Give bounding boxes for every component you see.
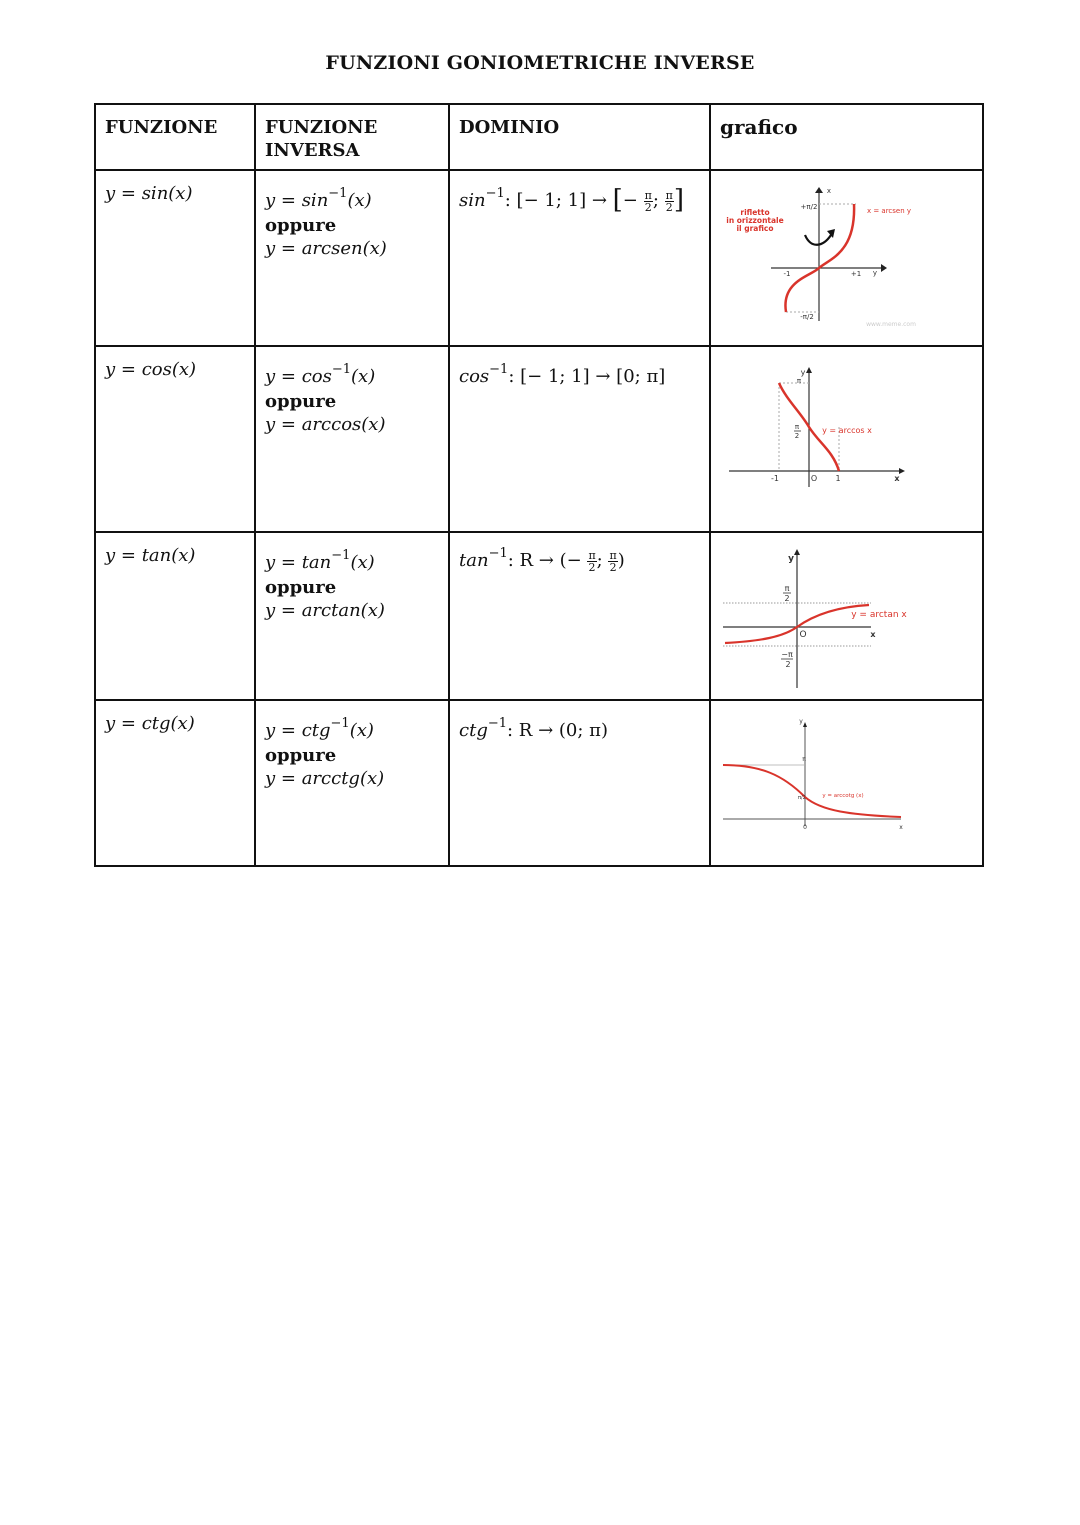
- inverse-arg: (x): [349, 720, 374, 741]
- exponent: −1: [331, 548, 351, 563]
- cell-grafico: [710, 532, 983, 700]
- exponent: −1: [328, 186, 348, 201]
- exponent: −1: [488, 546, 508, 561]
- graph-label-minus-pi-half-den: 2: [785, 660, 791, 669]
- inverse-alt-formula: y = arctan(x): [265, 600, 385, 621]
- inverse-fn: y = cos: [265, 366, 332, 387]
- inverse-alt-formula: y = arcsen(x): [265, 238, 387, 259]
- bracket-open: [: [612, 185, 623, 215]
- graph-label-orizzontale: in orizzontale: [726, 216, 784, 225]
- oppure-label: oppure: [265, 745, 337, 766]
- fraction-pi-2: [608, 550, 617, 573]
- page-title: FUNZIONI GONIOMETRICHE INVERSE: [325, 52, 755, 74]
- dominio-text: : R → (0; π): [507, 720, 608, 741]
- graph-label-minus1: -1: [783, 270, 791, 278]
- frac-den: 2: [609, 560, 617, 574]
- inverse-alt-formula: y = arcctg(x): [265, 768, 385, 789]
- graph-arcsin: [711, 171, 982, 345]
- graph-label-minus1: -1: [771, 474, 779, 483]
- frac-den: 2: [588, 560, 596, 574]
- graph-label-rifletto: rifletto: [740, 208, 770, 217]
- cell-funzione: [95, 700, 255, 866]
- header-grafico: [710, 104, 983, 170]
- oppure-label: oppure: [265, 391, 337, 412]
- frac-den: 2: [665, 200, 673, 214]
- table-header-row: [95, 104, 983, 170]
- header-inversa-line1: FUNZIONE: [265, 117, 378, 138]
- graph-label-grafico: il grafico: [736, 224, 774, 233]
- inverse-alt-formula: y = arccos(x): [265, 414, 386, 435]
- y-axis-arrow: [803, 722, 807, 727]
- x-axis-arrow: [881, 264, 887, 272]
- graph-label-origin: 0: [803, 824, 807, 831]
- graph-label-pi-half-num: π: [794, 423, 800, 431]
- funzione-formula: y = ctg(x): [105, 713, 195, 734]
- dominio-formula: [450, 347, 709, 390]
- frac-num: π: [644, 188, 652, 202]
- cell-funzione: [95, 532, 255, 700]
- fraction-pi-2: [665, 190, 674, 213]
- dominio-text: : R → (−: [507, 550, 582, 571]
- y-axis-arrow: [815, 187, 823, 193]
- inverse-formula: [265, 186, 372, 211]
- inverse-formula: [265, 362, 376, 387]
- graph-arcctg: [711, 701, 982, 865]
- cell-grafico: [710, 170, 983, 346]
- dominio-fn: cos: [459, 366, 490, 387]
- frac-den: 2: [644, 200, 652, 214]
- fraction-pi-2: [587, 550, 596, 573]
- cell-inversa: [255, 532, 449, 700]
- funzione-formula: y = cos(x): [105, 359, 197, 380]
- table-row-cos: [95, 346, 983, 532]
- funzione-formula: y = tan(x): [105, 545, 196, 566]
- arcsin-curve: [785, 204, 854, 312]
- graph-label-pi: π: [796, 377, 802, 385]
- dominio-formula: [450, 701, 709, 744]
- graph-label-bottom: -π/2: [800, 313, 814, 321]
- header-funzione: [95, 104, 255, 170]
- graph-label-pi-half-den: 2: [794, 432, 800, 440]
- header-dominio: [449, 104, 710, 170]
- exponent: −1: [485, 186, 505, 201]
- graph-label-top: +π/2: [800, 203, 818, 211]
- reflect-arrow: [805, 235, 831, 245]
- graph-label-x: x: [826, 187, 832, 195]
- frac-num: π: [665, 188, 673, 202]
- inverse-formula: [265, 716, 374, 741]
- graph-label-origin: O: [810, 474, 818, 483]
- graph-label-pi-half: π/2: [798, 795, 806, 801]
- header-funzione-label: FUNZIONE: [105, 117, 218, 138]
- graph-arctan: [711, 533, 982, 699]
- table-row-tan: [95, 532, 983, 700]
- header-grafico-label: grafico: [720, 115, 798, 139]
- graph-label-plus1: +1: [850, 270, 862, 278]
- exponent: −1: [331, 362, 352, 377]
- cell-inversa: [255, 700, 449, 866]
- dominio-fn: sin: [459, 190, 486, 211]
- fraction-pi-2: [644, 190, 653, 213]
- graph-label-curve: y = arccos x: [822, 426, 872, 435]
- header-funzione-inversa: [255, 104, 449, 170]
- graph-label-one: 1: [835, 474, 841, 483]
- inverse-fn: y = sin: [265, 190, 329, 211]
- graph-label-y: y: [788, 554, 794, 564]
- exponent: −1: [489, 362, 509, 377]
- cell-inversa: [255, 170, 449, 346]
- inverse-functions-table: [94, 103, 984, 867]
- header-inversa-line2: INVERSA: [265, 140, 360, 161]
- cell-grafico: [710, 700, 983, 866]
- dominio-formula: $\sin^{-1}$: [− 1; 1] → [− $\frac{\pi}{2}$ ; $\frac{\pi}{2}$ ]: [459, 185, 685, 215]
- frac-num: π: [609, 548, 617, 562]
- graph-label-x: x: [899, 824, 903, 831]
- graph-label-pi-half-den: 2: [784, 594, 790, 603]
- cell-dominio: [449, 700, 710, 866]
- dominio-fn: ctg: [459, 720, 488, 741]
- y-axis-arrow: [806, 367, 812, 373]
- inverse-formula: [265, 548, 375, 573]
- table-row-sin: [95, 170, 983, 346]
- y-axis-arrow: [794, 549, 800, 555]
- oppure-label: oppure: [265, 215, 337, 236]
- cell-inversa: [255, 346, 449, 532]
- funzione-formula: y = sin(x): [105, 183, 193, 204]
- frac-num: π: [588, 548, 596, 562]
- bracket-close: ]: [673, 185, 685, 215]
- inverse-arg: (x): [350, 552, 375, 573]
- separator: ;: [652, 190, 659, 211]
- oppure-label: oppure: [265, 577, 337, 598]
- cell-funzione: [95, 346, 255, 532]
- graph-label-origin: O: [799, 630, 807, 640]
- arcctg-curve: [723, 765, 901, 817]
- cell-dominio: [449, 346, 710, 532]
- exponent: −1: [487, 716, 508, 731]
- cell-dominio: [449, 170, 710, 346]
- header-dominio-label: DOMINIO: [459, 117, 560, 138]
- separator: ;: [596, 550, 603, 571]
- inverse-arg: (x): [351, 366, 376, 387]
- cell-grafico: [710, 346, 983, 532]
- graph-arccos: [711, 347, 982, 531]
- graph-label-minus-pi-half-num: −π: [781, 650, 793, 659]
- graph-label-pi: π: [802, 756, 806, 763]
- graph-label-pi-half-num: π: [784, 584, 790, 593]
- inverse-fn: y = tan: [265, 552, 332, 573]
- graph-label-curve: y = arccotg (x): [822, 793, 864, 799]
- dominio-formula: [450, 533, 709, 574]
- graph-label-x: x: [894, 474, 900, 483]
- x-axis-arrow: [899, 468, 905, 474]
- inverse-arg: (x): [347, 190, 372, 211]
- graph-label-curve: y = arctan x: [851, 610, 907, 620]
- graph-label-y: y: [799, 718, 803, 725]
- cell-funzione: [95, 170, 255, 346]
- exponent: −1: [330, 716, 350, 731]
- inverse-fn: y = ctg: [265, 720, 331, 741]
- dominio-end: ): [617, 550, 625, 571]
- cell-dominio: [449, 532, 710, 700]
- dominio-text: : [− 1; 1] → [0; π]: [508, 366, 666, 387]
- graph-label-x: x: [870, 630, 876, 639]
- dominio-text: : [− 1; 1] →: [504, 190, 607, 211]
- graph-label-y: y: [872, 269, 878, 277]
- graph-label-curve: x = arcsen y: [866, 207, 912, 215]
- graph-label-y: y: [800, 368, 806, 377]
- dominio-fn: tan: [459, 550, 489, 571]
- graph-label-watermark: www.meme.com: [866, 321, 916, 328]
- table-row-ctg: [95, 700, 983, 866]
